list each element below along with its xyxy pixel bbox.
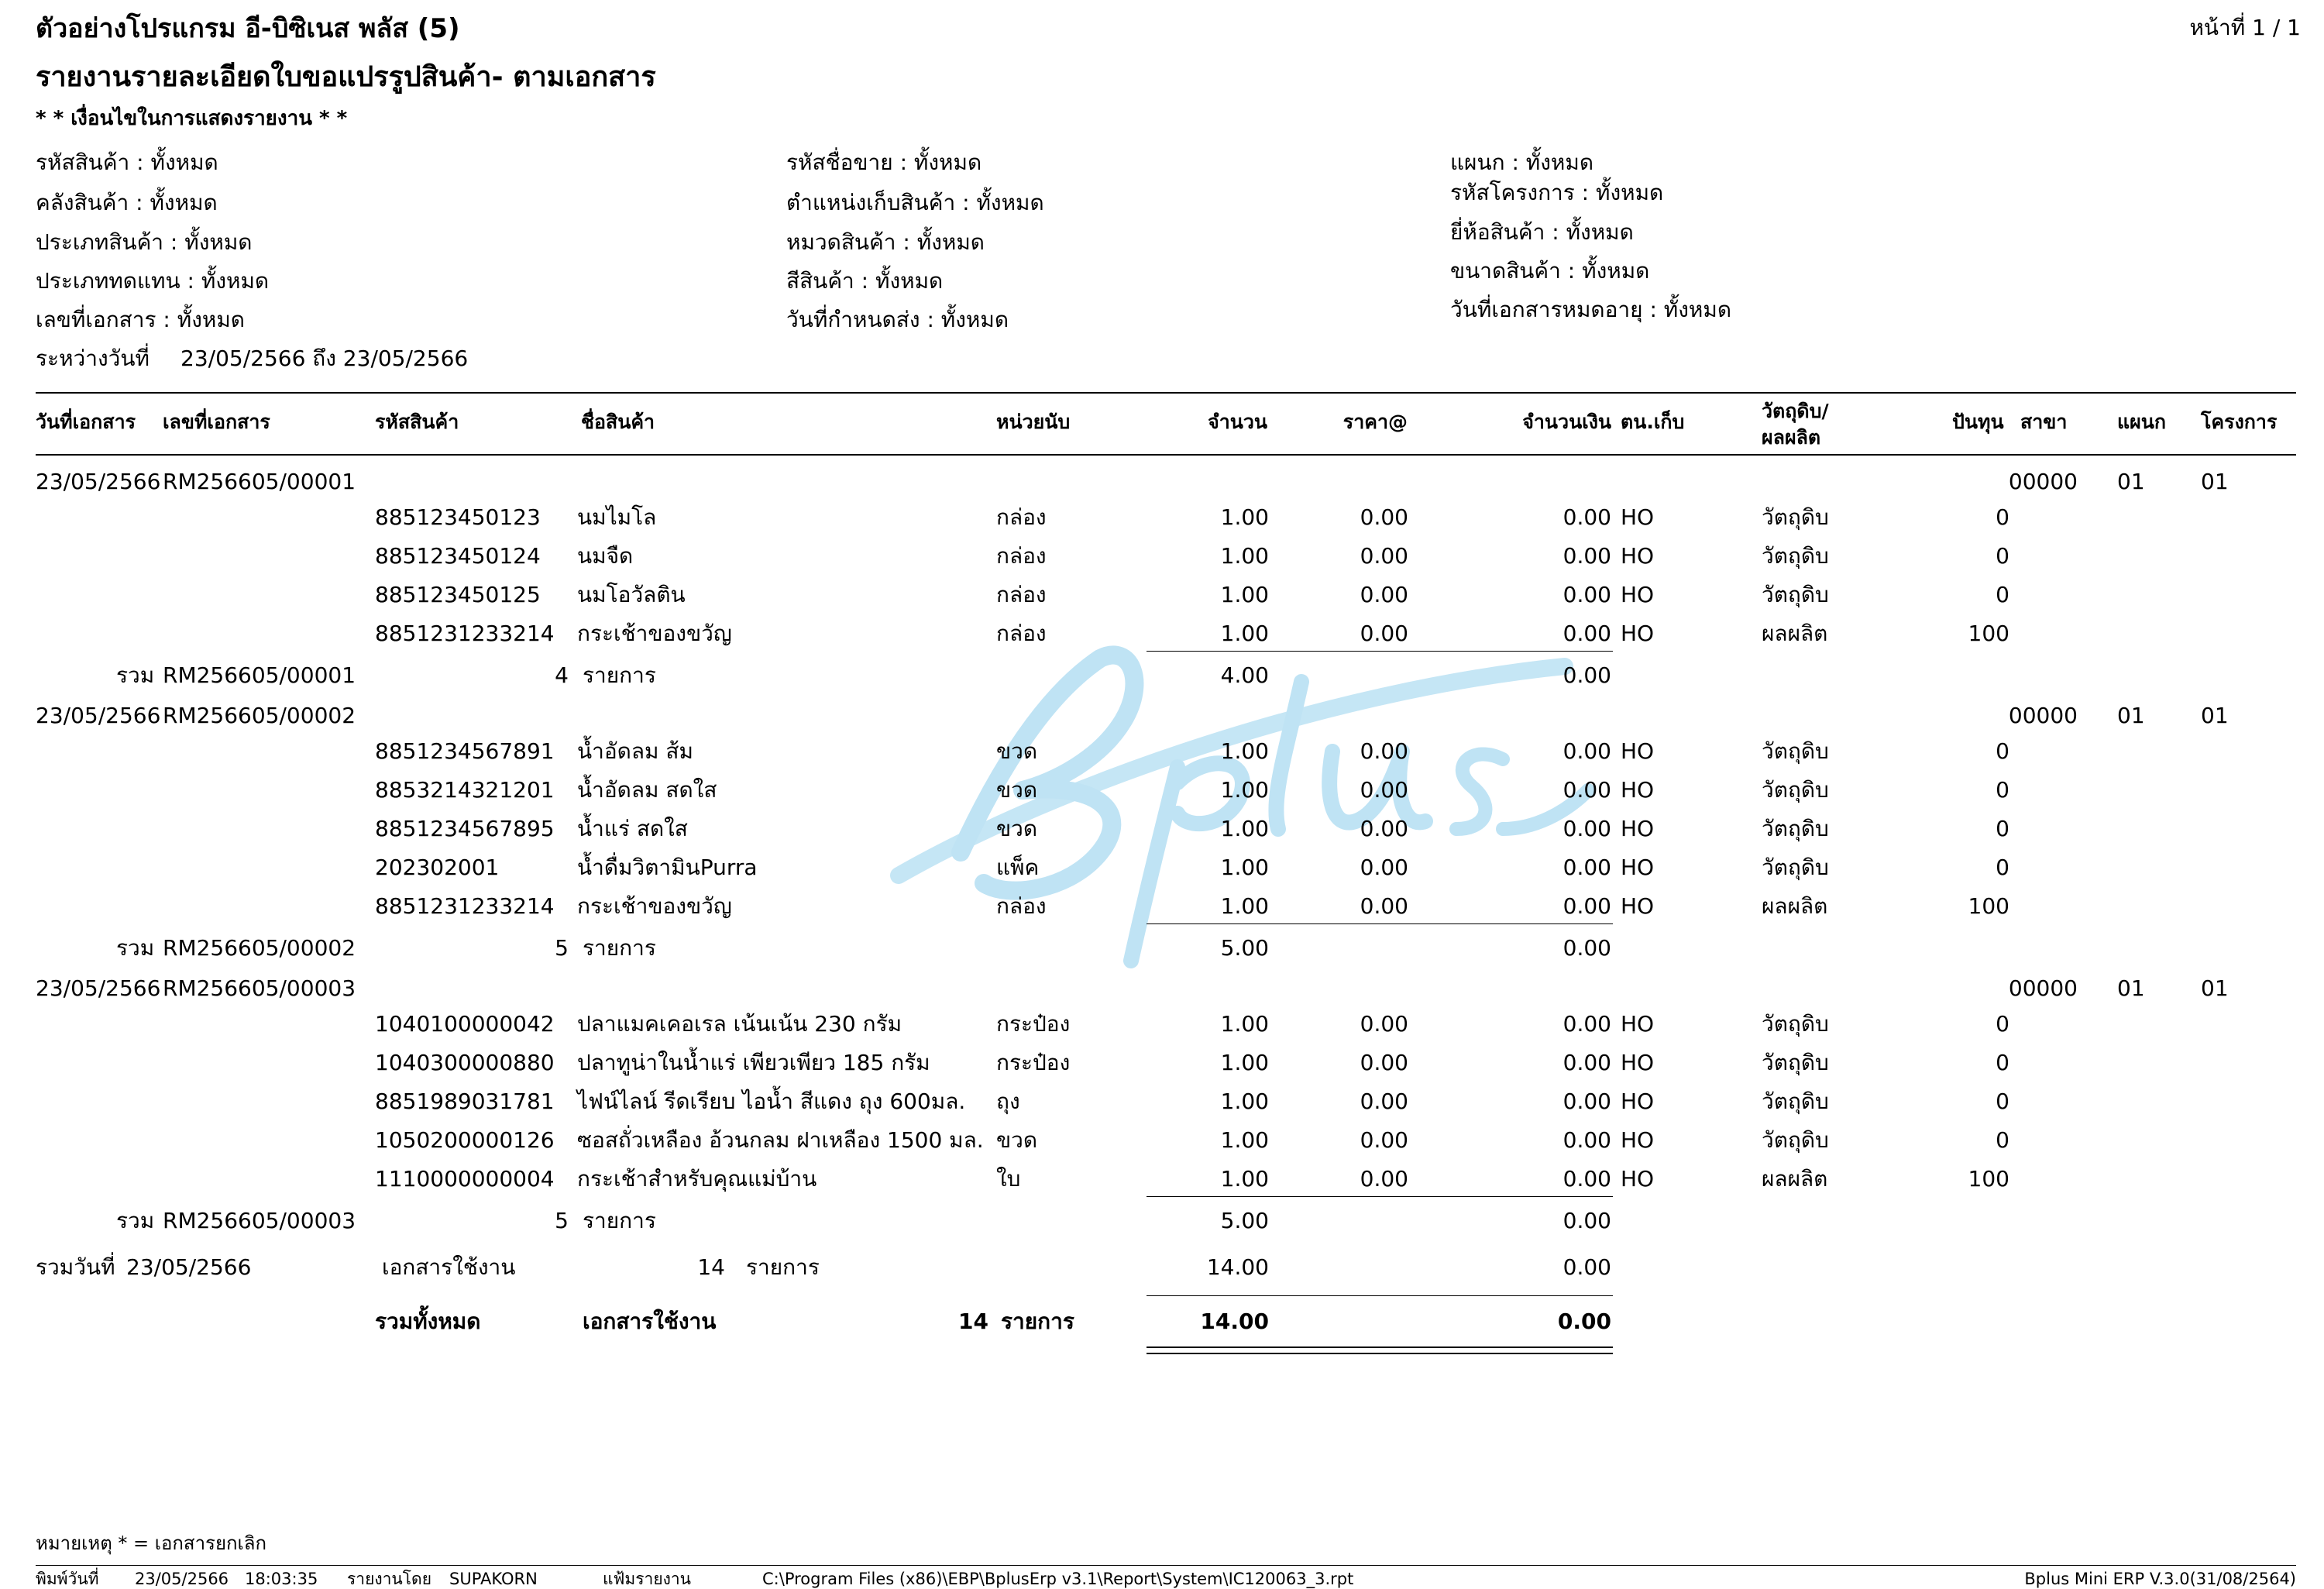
report-file-label: แฟ้มรายงาน bbox=[603, 1570, 692, 1588]
item-code: 202302001 bbox=[375, 855, 500, 880]
doc-date: 23/05/2566 bbox=[36, 975, 161, 1001]
doc-project: 01 bbox=[2201, 469, 2229, 494]
item-stock-loc: HO bbox=[1621, 1127, 1655, 1153]
report-file-path: C:\Program Files (x86)\EBP\BplusErp v3.1\Report\System\IC120063_3.rpt bbox=[762, 1570, 1354, 1588]
subtotal-qty: 4.00 bbox=[1220, 662, 1269, 688]
item-round: 0 bbox=[1996, 777, 2009, 803]
item-unit: ขวด bbox=[996, 816, 1038, 841]
condition-category: หมวดสินค้า : ทั้งหมด bbox=[786, 229, 985, 255]
item-round: 100 bbox=[1968, 893, 2009, 919]
item-name: กระเช้าของขวัญ bbox=[577, 621, 732, 646]
grand-total-count-label: รายการ bbox=[1001, 1309, 1074, 1334]
item-unit: กล่อง bbox=[996, 893, 1047, 919]
condition-expire-date: วันที่เอกสารหมดอายุ : ทั้งหมด bbox=[1450, 297, 1732, 322]
item-round: 0 bbox=[1996, 1089, 2009, 1114]
doc-no: RM256605/00003 bbox=[163, 975, 356, 1001]
page-number: หน้าที่ 1 / 1 bbox=[2189, 15, 2301, 40]
condition-item-code: รหัสสินค้า : ทั้งหมด bbox=[36, 150, 218, 175]
condition-due-date: วันที่กำหนดส่ง : ทั้งหมด bbox=[786, 307, 1009, 332]
item-amount: 0.00 bbox=[1563, 621, 1611, 646]
item-unit: ขวด bbox=[996, 777, 1038, 803]
item-material-type: วัตถุดิบ bbox=[1762, 1050, 1829, 1075]
item-code: 8851234567891 bbox=[375, 738, 555, 764]
item-amount: 0.00 bbox=[1563, 543, 1611, 569]
item-round: 0 bbox=[1996, 738, 2009, 764]
day-total-count-label: รายการ bbox=[746, 1254, 820, 1280]
item-qty: 1.00 bbox=[1220, 1011, 1269, 1037]
item-name: น้ำแร่ สดใส bbox=[577, 816, 688, 841]
item-unit: กล่อง bbox=[996, 504, 1047, 530]
item-material-type: วัตถุดิบ bbox=[1762, 816, 1829, 841]
condition-color: สีสินค้า : ทั้งหมด bbox=[786, 268, 944, 294]
day-total-date: 23/05/2566 bbox=[126, 1254, 252, 1280]
subtotal-doc-no: RM256605/00003 bbox=[163, 1208, 356, 1233]
subtotal-count-label: รายการ bbox=[583, 662, 656, 688]
item-qty: 1.00 bbox=[1220, 582, 1269, 607]
doc-dept: 01 bbox=[2117, 703, 2145, 728]
item-stock-loc: HO bbox=[1621, 582, 1655, 607]
item-qty: 1.00 bbox=[1220, 893, 1269, 919]
item-price: 0.00 bbox=[1360, 1166, 1408, 1192]
item-round: 0 bbox=[1996, 1011, 2009, 1037]
item-amount: 0.00 bbox=[1563, 855, 1611, 880]
item-amount: 0.00 bbox=[1563, 1089, 1611, 1114]
day-total-amount: 0.00 bbox=[1563, 1254, 1611, 1280]
item-round: 0 bbox=[1996, 582, 2009, 607]
doc-date: 23/05/2566 bbox=[36, 469, 161, 494]
item-material-type: วัตถุดิบ bbox=[1762, 1011, 1829, 1037]
item-qty: 1.00 bbox=[1220, 1050, 1269, 1075]
col-item-name: ชื่อสินค้า bbox=[581, 411, 655, 433]
col-doc-no: เลขที่เอกสาร bbox=[163, 411, 270, 433]
item-name: นมไมโล bbox=[577, 504, 657, 530]
item-qty: 1.00 bbox=[1220, 855, 1269, 880]
item-name: กระเช้าสำหรับคุณแม่บ้าน bbox=[577, 1166, 817, 1192]
col-unit: หน่วยนับ bbox=[996, 411, 1071, 433]
item-material-type: วัตถุดิบ bbox=[1762, 1127, 1829, 1153]
grand-total-qty: 14.00 bbox=[1200, 1309, 1269, 1334]
col-stock-loc: ตน.เก็บ bbox=[1621, 411, 1685, 433]
item-amount: 0.00 bbox=[1563, 738, 1611, 764]
item-qty: 1.00 bbox=[1220, 504, 1269, 530]
item-amount: 0.00 bbox=[1563, 1127, 1611, 1153]
item-code: 8851234567895 bbox=[375, 816, 555, 841]
item-qty: 1.00 bbox=[1220, 777, 1269, 803]
item-stock-loc: HO bbox=[1621, 1050, 1655, 1075]
header-bottom-rule bbox=[36, 454, 2296, 456]
item-code: 885123450125 bbox=[375, 582, 541, 607]
item-material-type: วัตถุดิบ bbox=[1762, 777, 1829, 803]
item-price: 0.00 bbox=[1360, 1050, 1408, 1075]
item-name: น้ำอัดลม ส้ม bbox=[577, 738, 693, 764]
item-code: 8851231233214 bbox=[375, 893, 555, 919]
doc-branch: 00000 bbox=[2008, 703, 2078, 728]
item-unit: กล่อง bbox=[996, 582, 1047, 607]
item-stock-loc: HO bbox=[1621, 1011, 1655, 1037]
item-price: 0.00 bbox=[1360, 1089, 1408, 1114]
item-material-type: วัตถุดิบ bbox=[1762, 855, 1829, 880]
item-price: 0.00 bbox=[1360, 582, 1408, 607]
subtotal-qty: 5.00 bbox=[1220, 1208, 1269, 1233]
subtotal-amount: 0.00 bbox=[1563, 662, 1611, 688]
subtotal-label: รวม bbox=[116, 935, 155, 961]
item-stock-loc: HO bbox=[1621, 777, 1655, 803]
item-round: 0 bbox=[1996, 816, 2009, 841]
grand-total-amount: 0.00 bbox=[1557, 1309, 1611, 1334]
header-top-rule bbox=[36, 392, 2296, 394]
item-code: 885123450124 bbox=[375, 543, 541, 569]
item-stock-loc: HO bbox=[1621, 543, 1655, 569]
day-total-count: 14 bbox=[697, 1254, 725, 1280]
condition-project: รหัสโครงการ : ทั้งหมด bbox=[1450, 180, 1664, 205]
col-item-code: รหัสสินค้า bbox=[375, 411, 459, 433]
item-price: 0.00 bbox=[1360, 621, 1408, 646]
item-round: 0 bbox=[1996, 855, 2009, 880]
grand-total-count: 14 bbox=[958, 1309, 988, 1334]
grand-total-rule-1 bbox=[1147, 1347, 1613, 1348]
item-material-type: วัตถุดิบ bbox=[1762, 738, 1829, 764]
doc-dept: 01 bbox=[2117, 469, 2145, 494]
item-amount: 0.00 bbox=[1563, 1166, 1611, 1192]
doc-no: RM256605/00002 bbox=[163, 703, 356, 728]
condition-dept: แผนก : ทั้งหมด bbox=[1450, 150, 1594, 175]
item-unit: กระป๋อง bbox=[996, 1050, 1071, 1075]
doc-project: 01 bbox=[2201, 975, 2229, 1001]
subtotal-qty: 5.00 bbox=[1220, 935, 1269, 961]
subtotal-amount: 0.00 bbox=[1563, 935, 1611, 961]
subtotal-rule bbox=[1147, 923, 1613, 924]
item-name: นมจืด bbox=[577, 543, 634, 569]
item-stock-loc: HO bbox=[1621, 504, 1655, 530]
item-material-type: ผลผลิต bbox=[1762, 1166, 1828, 1192]
col-material2: ผลผลิต bbox=[1762, 426, 1821, 449]
col-branch: สาขา bbox=[2020, 411, 2068, 433]
condition-item-type: ประเภทสินค้า : ทั้งหมด bbox=[36, 229, 253, 255]
col-project: โครงการ bbox=[2201, 411, 2278, 433]
item-code: 8851231233214 bbox=[375, 621, 555, 646]
item-material-type: วัตถุดิบ bbox=[1762, 543, 1829, 569]
subtotal-count: 4 bbox=[555, 662, 569, 688]
condition-doc-no: เลขที่เอกสาร : ทั้งหมด bbox=[36, 307, 245, 332]
doc-branch: 00000 bbox=[2008, 469, 2078, 494]
item-unit: แพ็ค bbox=[996, 855, 1040, 880]
item-price: 0.00 bbox=[1360, 738, 1408, 764]
item-material-type: ผลผลิต bbox=[1762, 621, 1828, 646]
item-code: 1040100000042 bbox=[375, 1011, 555, 1037]
item-round: 100 bbox=[1968, 621, 2009, 646]
item-qty: 1.00 bbox=[1220, 621, 1269, 646]
item-stock-loc: HO bbox=[1621, 893, 1655, 919]
item-stock-loc: HO bbox=[1621, 816, 1655, 841]
subtotal-doc-no: RM256605/00001 bbox=[163, 662, 356, 688]
conditions-title: * * เงื่อนไขในการแสดงรายงาน * * bbox=[36, 107, 348, 130]
subtotal-count: 5 bbox=[555, 935, 569, 961]
item-amount: 0.00 bbox=[1563, 1011, 1611, 1037]
subtotal-rule bbox=[1147, 651, 1613, 652]
condition-replace-type: ประเภททดแทน : ทั้งหมด bbox=[36, 268, 270, 294]
grand-total-doc-label: เอกสารใช้งาน bbox=[583, 1309, 717, 1334]
item-name: ปลาทูน่าในน้ำแร่ เพียวเพียว 185 กรัม bbox=[577, 1050, 930, 1075]
item-round: 100 bbox=[1968, 1166, 2009, 1192]
grand-total-rule-2 bbox=[1147, 1353, 1613, 1354]
condition-date-label: ระหว่างวันที่ bbox=[36, 346, 150, 371]
item-stock-loc: HO bbox=[1621, 855, 1655, 880]
item-material-type: วัตถุดิบ bbox=[1762, 582, 1829, 607]
item-name: ไฟน์ไลน์ รีดเรียบ ไอน้ำ สีแดง ถุง 600มล. bbox=[577, 1089, 966, 1114]
item-amount: 0.00 bbox=[1563, 893, 1611, 919]
col-dept: แผนก bbox=[2117, 411, 2166, 433]
subtotal-amount: 0.00 bbox=[1563, 1208, 1611, 1233]
print-date-label: พิมพ์วันที่ bbox=[36, 1570, 99, 1588]
item-code: 885123450123 bbox=[375, 504, 541, 530]
item-code: 1110000000004 bbox=[375, 1166, 555, 1192]
item-round: 0 bbox=[1996, 1050, 2009, 1075]
footnote: หมายเหตุ * = เอกสารยกเลิก bbox=[36, 1532, 266, 1554]
condition-date-range: 23/05/2566 ถึง 23/05/2566 bbox=[180, 346, 469, 371]
report-by: SUPAKORN bbox=[449, 1570, 538, 1588]
col-amount: จำนวนเงิน bbox=[1522, 411, 1611, 433]
report-title: รายงานรายละเอียดใบขอแปรรูปสินค้า- ตามเอกสาร bbox=[36, 61, 656, 93]
item-name: นมโอวัลติน bbox=[577, 582, 686, 607]
condition-location: ตำแหน่งเก็บสินค้า : ทั้งหมด bbox=[786, 190, 1044, 215]
item-unit: ใบ bbox=[996, 1166, 1021, 1192]
day-total-label: รวมวันที่ bbox=[36, 1254, 115, 1280]
item-round: 0 bbox=[1996, 1127, 2009, 1153]
item-code: 1050200000126 bbox=[375, 1127, 555, 1153]
condition-brand: ยี่ห้อสินค้า : ทั้งหมด bbox=[1450, 219, 1634, 245]
col-doc-date: วันที่เอกสาร bbox=[36, 411, 136, 433]
day-total-doc-label: เอกสารใช้งาน bbox=[382, 1254, 516, 1280]
item-amount: 0.00 bbox=[1563, 582, 1611, 607]
print-date: 23/05/2566 bbox=[135, 1570, 229, 1588]
item-name: น้ำดื่มวิตามินPurra bbox=[577, 855, 758, 880]
item-unit: กล่อง bbox=[996, 621, 1047, 646]
item-amount: 0.00 bbox=[1563, 1050, 1611, 1075]
item-price: 0.00 bbox=[1360, 855, 1408, 880]
day-total-qty: 14.00 bbox=[1206, 1254, 1269, 1280]
item-material-type: ผลผลิต bbox=[1762, 893, 1828, 919]
item-price: 0.00 bbox=[1360, 816, 1408, 841]
item-code: 8853214321201 bbox=[375, 777, 555, 803]
item-round: 0 bbox=[1996, 543, 2009, 569]
subtotal-rule bbox=[1147, 1196, 1613, 1197]
subtotal-label: รวม bbox=[116, 1208, 155, 1233]
subtotal-label: รวม bbox=[116, 662, 155, 688]
report-by-label: รายงานโดย bbox=[347, 1570, 431, 1588]
item-code: 8851989031781 bbox=[375, 1089, 555, 1114]
doc-project: 01 bbox=[2201, 703, 2229, 728]
item-code: 1040300000880 bbox=[375, 1050, 555, 1075]
item-qty: 1.00 bbox=[1220, 738, 1269, 764]
subtotal-count-label: รายการ bbox=[583, 935, 656, 961]
item-qty: 1.00 bbox=[1220, 1127, 1269, 1153]
doc-branch: 00000 bbox=[2008, 975, 2078, 1001]
item-price: 0.00 bbox=[1360, 543, 1408, 569]
doc-date: 23/05/2566 bbox=[36, 703, 161, 728]
company-name: ตัวอย่างโปรแกรม อี-บิซิเนส พลัส (5) bbox=[36, 13, 460, 44]
footer-rule bbox=[36, 1565, 2296, 1566]
item-name: ซอสถั่วเหลือง อ้วนกลม ฝาเหลือง 1500 มล. bbox=[577, 1127, 984, 1153]
item-stock-loc: HO bbox=[1621, 1089, 1655, 1114]
item-qty: 1.00 bbox=[1220, 816, 1269, 841]
item-qty: 1.00 bbox=[1220, 1166, 1269, 1192]
item-name: น้ำอัดลม สดใส bbox=[577, 777, 717, 803]
item-qty: 1.00 bbox=[1220, 543, 1269, 569]
item-round: 0 bbox=[1996, 504, 2009, 530]
item-unit: ขวด bbox=[996, 1127, 1038, 1153]
col-material1: วัตถุดิบ/ bbox=[1762, 400, 1829, 422]
item-amount: 0.00 bbox=[1563, 777, 1611, 803]
item-stock-loc: HO bbox=[1621, 621, 1655, 646]
col-qty: จำนวน bbox=[1208, 411, 1267, 433]
col-round: ปันทุน bbox=[1952, 411, 2004, 433]
subtotal-doc-no: RM256605/00002 bbox=[163, 935, 356, 961]
item-price: 0.00 bbox=[1360, 777, 1408, 803]
col-price: ราคา@ bbox=[1342, 411, 1408, 433]
item-price: 0.00 bbox=[1360, 893, 1408, 919]
item-amount: 0.00 bbox=[1563, 816, 1611, 841]
item-stock-loc: HO bbox=[1621, 738, 1655, 764]
item-unit: ถุง bbox=[996, 1089, 1020, 1114]
item-stock-loc: HO bbox=[1621, 1166, 1655, 1192]
item-amount: 0.00 bbox=[1563, 504, 1611, 530]
item-material-type: วัตถุดิบ bbox=[1762, 504, 1829, 530]
condition-size: ขนาดสินค้า : ทั้งหมด bbox=[1450, 258, 1650, 284]
doc-dept: 01 bbox=[2117, 975, 2145, 1001]
item-price: 0.00 bbox=[1360, 504, 1408, 530]
item-material-type: วัตถุดิบ bbox=[1762, 1089, 1829, 1114]
item-price: 0.00 bbox=[1360, 1011, 1408, 1037]
item-unit: กระป๋อง bbox=[996, 1011, 1071, 1037]
subtotal-count-label: รายการ bbox=[583, 1208, 656, 1233]
print-time: 18:03:35 bbox=[245, 1570, 318, 1588]
grand-total-label: รวมทั้งหมด bbox=[375, 1309, 481, 1334]
item-qty: 1.00 bbox=[1220, 1089, 1269, 1114]
app-version: Bplus Mini ERP V.3.0(31/08/2564) bbox=[2024, 1570, 2296, 1588]
doc-no: RM256605/00001 bbox=[163, 469, 356, 494]
subtotal-count: 5 bbox=[555, 1208, 569, 1233]
grand-total-top-rule bbox=[1147, 1295, 1613, 1296]
item-price: 0.00 bbox=[1360, 1127, 1408, 1153]
item-unit: ขวด bbox=[996, 738, 1038, 764]
item-name: ปลาแมคเคอเรล เน้นเน้น 230 กรัม bbox=[577, 1011, 902, 1037]
item-name: กระเช้าของขวัญ bbox=[577, 893, 732, 919]
condition-warehouse: คลังสินค้า : ทั้งหมด bbox=[36, 190, 218, 215]
item-unit: กล่อง bbox=[996, 543, 1047, 569]
condition-sale-code: รหัสชื่อขาย : ทั้งหมด bbox=[786, 150, 982, 175]
